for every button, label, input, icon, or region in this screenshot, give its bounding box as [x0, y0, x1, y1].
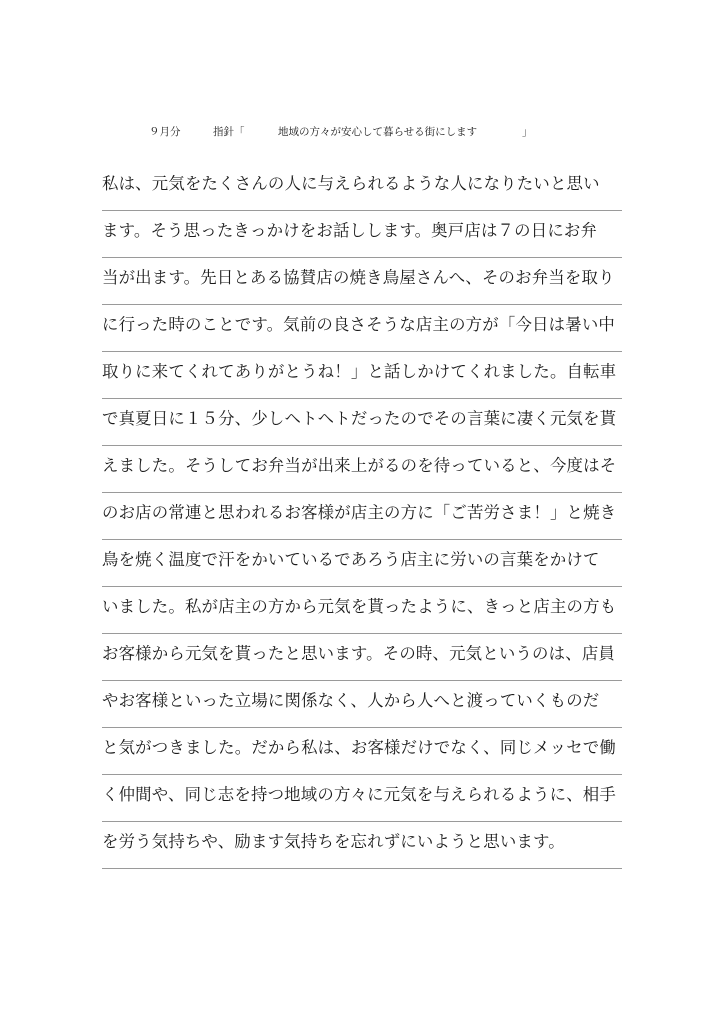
- essay-line-4: に行った時のことです。気前の良さそうな店主の方が「今日は暑い中: [102, 305, 622, 352]
- policy-label: 指針「: [213, 126, 245, 138]
- essay-line-9: 鳥を焼く温度で汗をかいているであろう店主に労いの言葉をかけて: [102, 540, 622, 587]
- header: [0, 124, 724, 140]
- essay-line-1: 私は、元気をたくさんの人に与えられるような人になりたいと思い: [102, 164, 622, 211]
- essay-line-2: ます。そう思ったきっかけをお話しします。奥戸店は７の日にお弁: [102, 211, 622, 258]
- essay-line-14: く仲間や、同じ志を持つ地域の方々に元気を与えられるように、相手: [102, 775, 622, 822]
- essay-line-5: 取りに来てくれてありがとうね！」と話しかけてくれました。自転車: [102, 352, 622, 399]
- policy-text: 地域の方々が安心して暮らせる街にします: [278, 126, 478, 138]
- essay-line-11: お客様から元気を貰ったと思います。その時、元気というのは、店員: [102, 634, 622, 681]
- essay-body: [102, 164, 622, 869]
- essay-line-7: えました。そうしてお弁当が出来上がるのを待っていると、今度はそ: [102, 446, 622, 493]
- essay-line-12: やお客様といった立場に関係なく、人から人へと渡っていくものだ: [102, 681, 622, 728]
- essay-line-15: を労う気持ちや、励ます気持ちを忘れずにいようと思います。: [102, 822, 622, 869]
- essay-line-3: 当が出ます。先日とある協賛店の焼き鳥屋さんへ、そのお弁当を取り: [102, 258, 622, 305]
- policy-bracket-close: 」: [522, 126, 533, 138]
- essay-line-13: と気がつきました。だから私は、お客様だけでなく、同じメッセで働: [102, 728, 622, 775]
- essay-line-10: いました。私が店主の方から元気を貰ったように、きっと店主の方も: [102, 587, 622, 634]
- essay-line-8: のお店の常連と思われるお客様が店主の方に「ご苦労さま！」と焼き: [102, 493, 622, 540]
- month-label: ９月分: [149, 126, 181, 138]
- essay-line-6: で真夏日に１５分、少しヘトヘトだったのでその言葉に凄く元気を貰: [102, 399, 622, 446]
